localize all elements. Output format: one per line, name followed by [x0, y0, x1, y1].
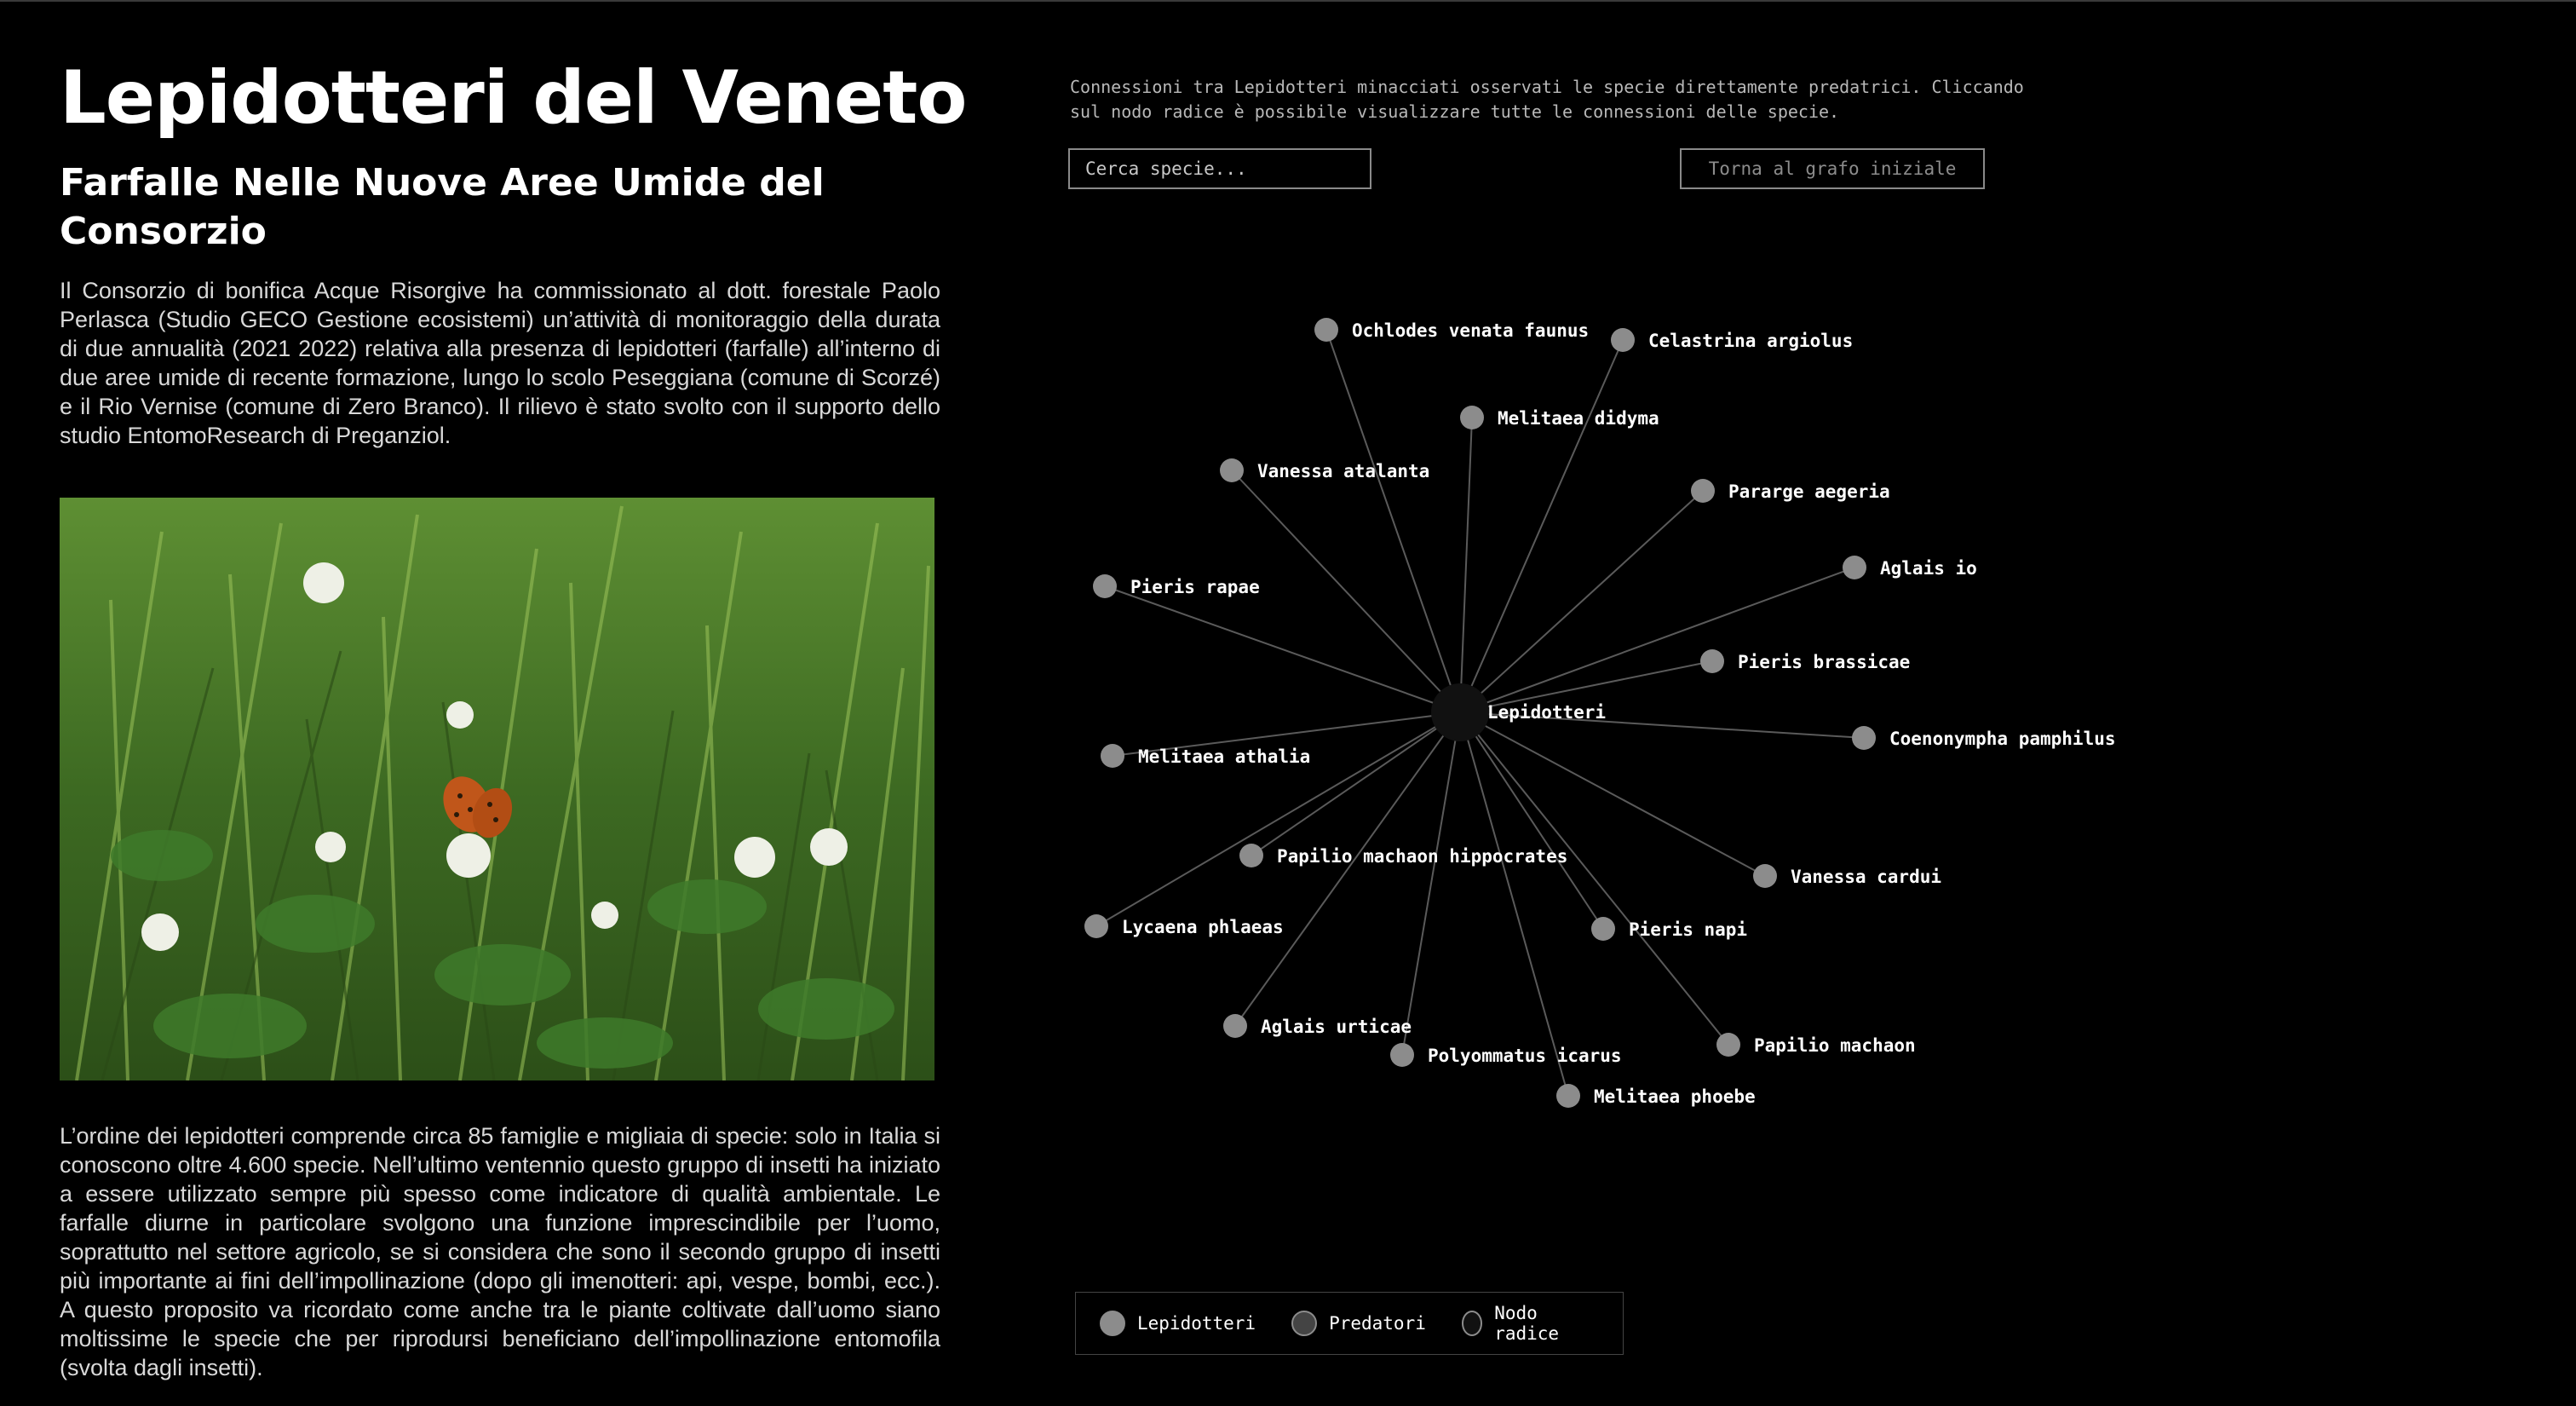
species-node-circle[interactable] [1700, 649, 1724, 673]
species-node-circle[interactable] [1390, 1043, 1414, 1067]
graph-link [1460, 712, 1603, 929]
species-node-label[interactable]: Papilio machaon hippocrates [1277, 846, 1568, 867]
species-network-graph[interactable] [1065, 2, 2576, 1406]
body-paragraph: L’ordine dei lepidotteri comprende circa 85 famiglie e migliaia di specie: solo in Italia si conoscono oltre 4.600 specie. Nell’ultimo ventennio questo gruppo di insetti ha iniziato a essere utilizzato sempre più spesso come indicatore di qualità ambientale. Le farfalle diurne in particolare svolgono una funzione imprescindibile per l’uomo, soprattutto nel settore agricolo, se si considera che sono il secondo gruppo di insetti più importante ai fini dell’impollinazione (dopo gli imenotteri: api, vespe, bombi, ecc.). A questo proposito va ricordato come anche tra le piante coltivate dall’uomo siano moltissime le specie che per riprodursi beneficiano dell’impollinazione entomofila (svolta dagli insetti). [60, 1123, 940, 1380]
species-node-circle[interactable] [1239, 844, 1263, 867]
species-node-label[interactable]: Pieris brassicae [1738, 652, 1911, 672]
graph-link [1232, 470, 1460, 712]
page-subtitle: Farfalle Nelle Nuove Aree Umide del Consorzio [60, 161, 825, 253]
species-node[interactable] [1753, 864, 1941, 888]
species-node-circle[interactable] [1223, 1014, 1247, 1038]
species-node[interactable] [1716, 1033, 1916, 1057]
species-node-label[interactable]: Celastrina argiolus [1648, 331, 1854, 351]
species-node[interactable] [1101, 744, 1310, 768]
species-node-label[interactable]: Vanessa atalanta [1257, 461, 1430, 481]
graph-link [1460, 712, 1728, 1045]
species-node-label[interactable]: Pieris rapae [1130, 577, 1260, 597]
graph-link [1460, 418, 1472, 712]
species-node[interactable] [1843, 556, 1977, 579]
article-column [60, 51, 967, 1382]
species-node[interactable] [1700, 649, 1910, 673]
species-node-circle[interactable] [1753, 864, 1777, 888]
species-node-circle[interactable] [1852, 726, 1876, 750]
graph-link [1326, 330, 1460, 712]
legend-item [1100, 1311, 1256, 1336]
species-node[interactable] [1611, 328, 1853, 352]
graph-description: Connessioni tra Lepidotteri minacciati osservati le specie direttamente predatrici. Cliccando sul nodo radice è possibile visualizzare tutte le connessioni delle specie. [1070, 77, 2024, 122]
butterfly-photo [60, 498, 934, 1080]
species-node-circle[interactable] [1611, 328, 1635, 352]
species-node-label[interactable]: Papilio machaon [1754, 1035, 1916, 1056]
species-node-label[interactable]: Pararge aegeria [1728, 481, 1890, 502]
species-node-circle[interactable] [1716, 1033, 1740, 1057]
root-node-circle[interactable] [1431, 683, 1489, 741]
species-node-label[interactable]: Pieris napi [1629, 919, 1748, 940]
species-node-label[interactable]: Polyommatus icarus [1428, 1046, 1622, 1066]
legend-label: Predatori [1329, 1313, 1426, 1334]
species-node-circle[interactable] [1843, 556, 1866, 579]
species-node[interactable] [1084, 914, 1284, 938]
graph-link [1402, 712, 1460, 1055]
graph-link [1460, 491, 1703, 712]
species-node[interactable] [1390, 1043, 1622, 1067]
species-node-circle[interactable] [1691, 479, 1715, 503]
species-node[interactable] [1239, 844, 1567, 867]
species-node-label[interactable]: Melitaea didyma [1498, 408, 1659, 429]
species-node-circle[interactable] [1591, 917, 1615, 941]
legend-swatch-icon [1291, 1311, 1317, 1336]
graph-link [1096, 712, 1460, 926]
species-node[interactable] [1852, 726, 2116, 750]
species-node-label[interactable]: Melitaea phoebe [1594, 1086, 1756, 1107]
graph-link [1460, 712, 1568, 1096]
species-node[interactable] [1460, 406, 1659, 429]
graph-link [1460, 568, 1854, 712]
graph-link [1105, 586, 1460, 712]
intro-paragraph: Il Consorzio di bonifica Acque Risorgive ha commissionato al dott. forestale Paolo Perlasca (Studio GECO Gestione ecosistemi) un’attività di monitoraggio della durata di due annualità (2021 2022) relativa alla presenza di lepidotteri (farfalle) all’interno di due aree umide di recente formazione, lungo lo scolo Peseggiana (comune di Scorzé) e il Rio Vernise (comune di Zero Branco). Il rilievo è stato svolto con il supporto dello studio EntomoResearch di Preganziol. [60, 278, 940, 448]
species-node-circle[interactable] [1460, 406, 1484, 429]
species-node[interactable] [1591, 917, 1747, 941]
page-title: Lepidotteri del Veneto [60, 55, 967, 141]
root-node-label[interactable]: Lepidotteri [1487, 702, 1607, 723]
species-node-label[interactable]: Vanessa cardui [1791, 867, 1942, 887]
species-node[interactable] [1220, 458, 1429, 482]
graph-legend [1075, 1292, 1624, 1355]
legend-label: Lepidotteri [1137, 1313, 1256, 1334]
species-node-label[interactable]: Aglais io [1880, 558, 1977, 579]
species-node-label[interactable]: Ochlodes venata faunus [1352, 320, 1590, 341]
species-node[interactable] [1556, 1084, 1756, 1108]
root-node[interactable] [1431, 683, 1606, 741]
species-node-circle[interactable] [1556, 1084, 1580, 1108]
species-node-circle[interactable] [1093, 574, 1117, 598]
species-node-circle[interactable] [1220, 458, 1244, 482]
reset-graph-button[interactable]: Torna al grafo iniziale [1680, 148, 1985, 189]
graph-nodes [1084, 318, 2116, 1108]
species-node-label[interactable]: Lycaena phlaeas [1122, 917, 1284, 937]
species-node-circle[interactable] [1101, 744, 1124, 768]
legend-item [1462, 1303, 1587, 1344]
grass-butterfly-illustration [60, 498, 934, 1080]
species-node-label[interactable]: Melitaea athalia [1138, 746, 1311, 767]
legend-swatch-icon [1462, 1311, 1482, 1336]
graph-panel [1065, 2, 2576, 1406]
species-node-label[interactable]: Aglais urticae [1261, 1017, 1412, 1037]
species-node-label[interactable]: Coenonympha pamphilus [1889, 729, 2116, 749]
legend-swatch-icon [1100, 1311, 1125, 1336]
species-node[interactable] [1223, 1014, 1412, 1038]
species-node-circle[interactable] [1084, 914, 1108, 938]
species-node[interactable] [1691, 479, 1890, 503]
legend-item [1291, 1311, 1426, 1336]
species-node-circle[interactable] [1314, 318, 1338, 342]
legend-label: Nodo radice [1494, 1303, 1560, 1344]
species-node[interactable] [1314, 318, 1589, 342]
graph-link [1460, 340, 1623, 712]
species-node[interactable] [1093, 574, 1260, 598]
